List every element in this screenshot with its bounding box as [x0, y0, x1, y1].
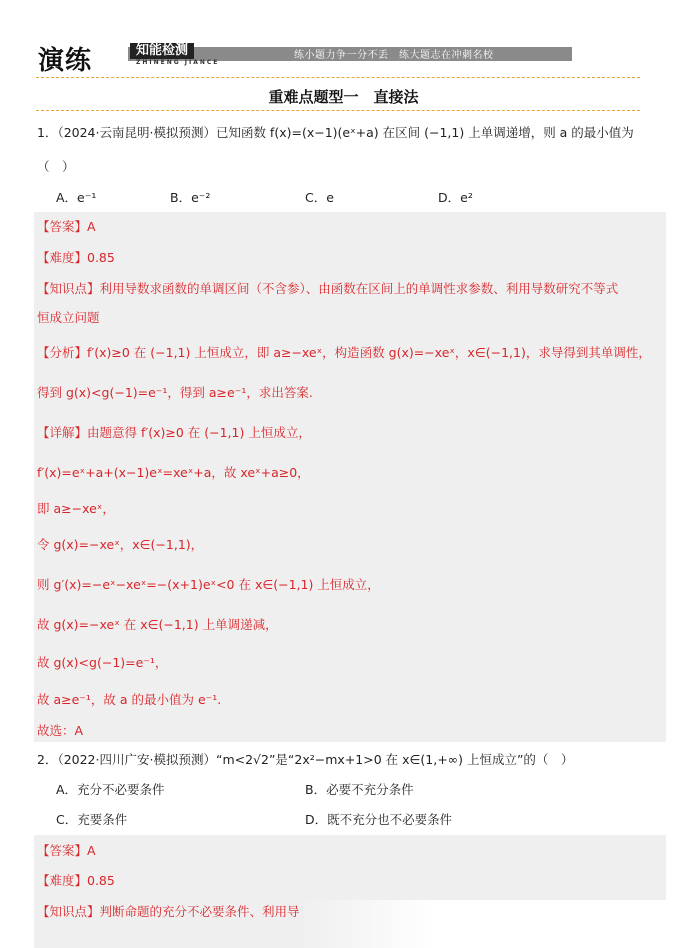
q1-knowledge-line1: 【知识点】利用导数求函数的单调区间（不含参）、由函数在区间上的单调性求参数、利用导数研究不等式: [37, 281, 619, 296]
q2-option-b: B．必要不充分条件: [305, 782, 414, 797]
banner-slogan: 练小题力争一分不丢 练大题志在冲刺名校: [294, 50, 494, 61]
q1-final-choice: 故选：A: [37, 723, 84, 738]
q1-option-c: C．e: [305, 190, 334, 205]
page-heading: 重难点题型一 直接法: [268, 88, 419, 106]
q1-analysis-line2: 得到 g(x)<g(−1)=e⁻¹，得到 a≥e⁻¹，求出答案.: [37, 385, 313, 400]
q1-detail-line3: 即 a≥−xeˣ，: [37, 501, 115, 516]
q1-detail-line1: 【详解】由题意得 f′(x)≥0 在 (−1,1) 上恒成立，: [37, 425, 311, 440]
q1-detail-line8: 故 a≥e⁻¹，故 a 的最小值为 e⁻¹.: [37, 692, 222, 707]
q2-answer: 【答案】A: [37, 843, 96, 858]
banner-subtitle: 知能检测: [130, 43, 194, 59]
q1-detail-line6: 故 g(x)=−xeˣ 在 x∈(−1,1) 上单调递减，: [37, 617, 278, 632]
banner-title: 演练: [38, 46, 93, 76]
q2-difficulty: 【难度】0.85: [37, 873, 115, 888]
q1-stem: 1．（2024·云南昆明·模拟预测）已知函数 f(x)=(x−1)(eˣ+a) 在区间 (−1,1) 上单调递增，则 a 的最小值为: [37, 125, 634, 140]
q1-option-d: D．e²: [438, 190, 473, 205]
q1-detail-line5: 则 g′(x)=−eˣ−xeˣ=−(x+1)eˣ<0 在 x∈(−1,1) 上恒成立，: [37, 577, 380, 592]
q1-detail-line7: 故 g(x)<g(−1)=e⁻¹，: [37, 655, 168, 670]
q1-answer: 【答案】A: [37, 219, 96, 234]
q1-detail-line4: 令 g(x)=−xeˣ，x∈(−1,1)，: [37, 537, 204, 552]
q2-option-d: D．既不充分也不必要条件: [305, 812, 453, 827]
q1-detail-line2: f′(x)=eˣ+a+(x−1)eˣ=xeˣ+a，故 xeˣ+a≥0，: [37, 465, 310, 480]
q1-stem-paren: （ ）: [37, 159, 75, 174]
q2-knowledge: 【知识点】判断命题的充分不必要条件、利用导: [37, 904, 300, 919]
section-banner: [36, 41, 574, 76]
q2-option-c: C．充要条件: [56, 812, 128, 827]
bottom-fade-overlay: [300, 900, 687, 948]
q1-analysis-line1: 【分析】f′(x)≥0 在 (−1,1) 上恒成立，即 a≥−xeˣ，构造函数 g(x)=−xeˣ，x∈(−1,1)，求导得到其单调性，: [37, 345, 651, 360]
q1-knowledge-line2: 恒成立问题: [37, 310, 100, 325]
heading-divider: [36, 110, 640, 111]
q2-stem: 2．（2022·四川广安·模拟预测）“m<2√2”是“2x²−mx+1>0 在 x∈(1,+∞) 上恒成立”的（ ）: [37, 752, 574, 767]
banner-subtitle-pinyin: ZHINENG JIANCE: [136, 59, 220, 66]
q1-option-a: A．e⁻¹: [56, 190, 97, 205]
q2-option-a: A．充分不必要条件: [56, 782, 165, 797]
q1-difficulty: 【难度】0.85: [37, 250, 115, 265]
q1-option-b: B．e⁻²: [170, 190, 211, 205]
top-divider: [36, 77, 640, 78]
